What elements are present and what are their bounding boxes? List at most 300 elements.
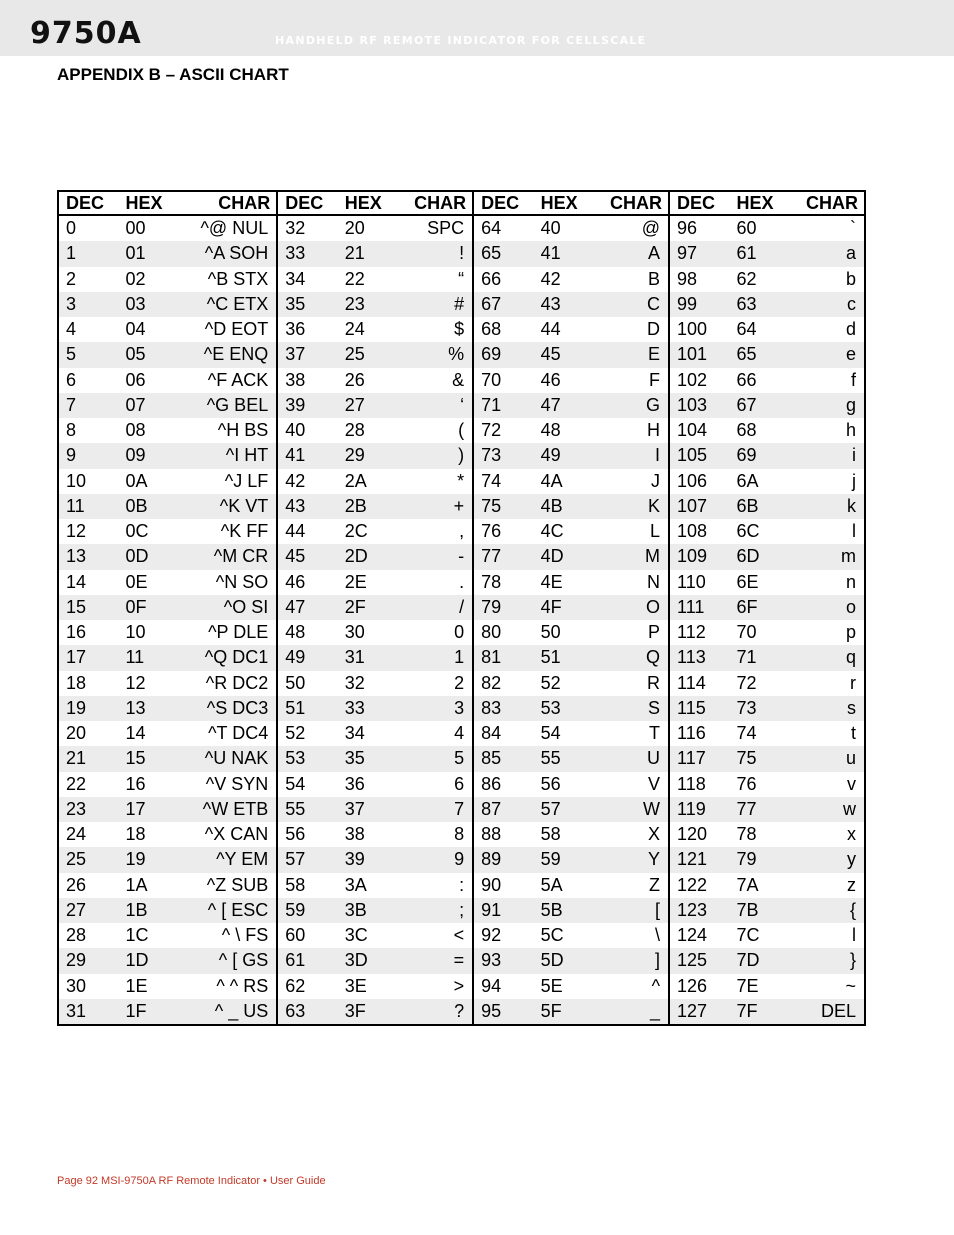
table-row — [58, 544, 865, 569]
table-cell-hex: 11 — [118, 645, 176, 670]
table-cell-dec: 26 — [66, 874, 87, 895]
table-cell-hex: 36 — [344, 773, 365, 794]
table-cell-hex: 44 — [540, 319, 561, 340]
table-cell-dec: 56 — [277, 822, 337, 847]
table-cell-char: P — [648, 622, 661, 643]
table-cell-dec: 76 — [473, 519, 533, 544]
table-cell-char: I — [591, 443, 669, 468]
table-cell-dec: 29 — [58, 948, 118, 973]
table-cell-dec: 33 — [277, 241, 337, 266]
table-cell-hex: 14 — [125, 723, 146, 744]
table-row — [58, 393, 865, 418]
table-row — [58, 822, 865, 847]
table-cell-dec: 7 — [58, 393, 118, 418]
column-header-dec: DEC — [58, 191, 118, 215]
table-cell-dec: 89 — [473, 847, 533, 872]
table-cell-char: 5 — [396, 746, 474, 771]
table-cell-hex: 79 — [730, 847, 788, 872]
table-cell-dec: 19 — [58, 696, 118, 721]
table-cell-hex: 63 — [730, 292, 788, 317]
table-cell-dec: 81 — [473, 645, 533, 670]
table-cell-hex: 59 — [534, 847, 592, 872]
table-cell-hex: 33 — [338, 696, 396, 721]
table-cell-dec: 63 — [277, 999, 337, 1025]
table-cell-dec: 90 — [473, 873, 533, 898]
table-cell-char: $ — [454, 319, 465, 340]
table-cell-dec: 107 — [669, 494, 729, 519]
table-cell-hex: 0A — [125, 470, 148, 491]
table-cell-hex: 62 — [736, 268, 757, 289]
table-cell-char: ^H BS — [217, 420, 269, 441]
table-cell-hex: 6B — [730, 494, 788, 519]
table-cell-hex: 74 — [736, 723, 757, 744]
table-cell-char: ( — [458, 420, 465, 441]
table-cell-char: + — [396, 494, 474, 519]
table-row — [58, 645, 865, 670]
table-cell-hex: 56 — [540, 773, 561, 794]
table-cell-dec: 30 — [66, 975, 87, 996]
table-row — [58, 721, 865, 746]
header-band — [0, 0, 954, 56]
table-cell-char: q — [787, 645, 865, 670]
table-cell-dec: 87 — [473, 797, 533, 822]
table-cell-dec: 32 — [277, 215, 337, 241]
table-cell-char: d — [845, 319, 856, 340]
table-cell-char: - — [396, 544, 474, 569]
table-cell-char: DEL — [787, 999, 865, 1025]
table-cell-hex: 7F — [730, 999, 788, 1025]
table-cell-dec: 82 — [473, 671, 533, 696]
table-cell-char: G — [591, 393, 669, 418]
table-cell-hex: 69 — [730, 443, 788, 468]
table-row — [58, 241, 865, 266]
section-title: APPENDIX B – ASCII CHART — [57, 65, 289, 84]
table-cell-dec: 23 — [58, 797, 118, 822]
table-cell-char: ^D EOT — [204, 319, 269, 340]
table-cell-char: { — [787, 898, 865, 923]
table-cell-char: ^ [ ESC — [176, 898, 277, 923]
table-cell-hex: 1F — [118, 999, 176, 1025]
table-cell-dec: 42 — [277, 469, 337, 494]
table-cell-hex: 57 — [534, 797, 592, 822]
table-cell-hex: 05 — [118, 342, 176, 367]
table-row — [58, 570, 865, 595]
table-cell-hex: 01 — [118, 241, 176, 266]
table-cell-char: ^Q DC1 — [176, 645, 277, 670]
table-row — [58, 595, 865, 620]
table-cell-hex: 47 — [534, 393, 592, 418]
table-cell-char: c — [787, 292, 865, 317]
table-cell-char: F — [649, 369, 661, 390]
table-cell-hex: 3F — [338, 999, 396, 1025]
table-cell-hex: 10 — [125, 622, 146, 643]
table-cell-dec: 109 — [669, 544, 729, 569]
table-cell-dec: 53 — [277, 746, 337, 771]
table-cell-dec: 20 — [66, 723, 87, 744]
table-cell-char: A — [591, 241, 669, 266]
table-cell-dec: 110 — [669, 570, 729, 595]
table-cell-hex: 6F — [730, 595, 788, 620]
table-cell-char: ^ [ GS — [176, 948, 277, 973]
table-row — [58, 671, 865, 696]
table-cell-char: < — [453, 925, 465, 946]
table-row — [58, 292, 865, 317]
table-cell-hex: 7E — [736, 975, 759, 996]
model-name: 9750A — [30, 16, 142, 51]
table-cell-char: ^K VT — [176, 494, 277, 519]
table-cell-hex: 16 — [125, 773, 146, 794]
table-cell-dec: 46 — [277, 570, 337, 595]
table-cell-char: : — [459, 874, 465, 895]
table-cell-char: _ — [591, 999, 669, 1025]
table-cell-hex: 26 — [344, 369, 365, 390]
table-cell-char: ^R DC2 — [205, 672, 269, 693]
table-cell-dec: 94 — [473, 974, 533, 999]
table-cell-char: 8 — [454, 824, 465, 845]
table-cell-dec: 11 — [58, 494, 118, 519]
table-cell-char: K — [591, 494, 669, 519]
table-cell-dec: 77 — [473, 544, 533, 569]
table-cell-char: \ — [655, 925, 661, 946]
table-cell-hex: 5A — [540, 874, 563, 895]
table-cell-dec: 121 — [669, 847, 729, 872]
column-header-char: CHAR — [176, 191, 277, 215]
table-cell-hex: 2E — [344, 571, 367, 592]
table-cell-dec: 37 — [277, 342, 337, 367]
table-cell-hex: 2F — [338, 595, 396, 620]
table-cell-char: y — [787, 847, 865, 872]
table-cell-char: ^V SYN — [205, 773, 269, 794]
table-cell-char: ^A SOH — [176, 241, 277, 266]
table-cell-char: n — [845, 571, 856, 592]
table-cell-hex: 7C — [736, 925, 760, 946]
table-cell-char: i — [787, 443, 865, 468]
table-cell-hex: 3B — [338, 898, 396, 923]
table-cell-hex: 46 — [540, 369, 561, 390]
table-cell-hex: 7B — [730, 898, 788, 923]
table-cell-char: C — [591, 292, 669, 317]
table-cell-dec: 84 — [473, 721, 533, 746]
table-cell-char: t — [850, 723, 856, 744]
table-cell-char: 2 — [454, 672, 465, 693]
table-cell-dec: 66 — [473, 267, 533, 292]
table-cell-hex: 02 — [125, 268, 146, 289]
table-cell-dec: 18 — [66, 672, 87, 693]
table-cell-dec: 61 — [277, 948, 337, 973]
table-cell-dec: 70 — [473, 368, 533, 393]
table-cell-dec: 49 — [277, 645, 337, 670]
table-cell-char: ^C ETX — [176, 292, 277, 317]
table-cell-char: ^F ACK — [207, 369, 269, 390]
table-cell-hex: 4D — [534, 544, 592, 569]
table-cell-hex: 20 — [344, 218, 365, 239]
table-cell-dec: 127 — [669, 999, 729, 1025]
table-cell-hex: 72 — [736, 672, 757, 693]
ascii-table-header-row — [58, 191, 865, 215]
table-cell-dec: 124 — [669, 923, 729, 948]
table-cell-hex: 1E — [125, 975, 148, 996]
table-cell-dec: 43 — [277, 494, 337, 519]
table-cell-hex: 66 — [736, 369, 757, 390]
table-cell-hex: 2D — [338, 544, 396, 569]
table-cell-dec: 12 — [66, 521, 87, 542]
table-cell-dec: 24 — [66, 824, 87, 845]
table-cell-dec: 52 — [277, 721, 337, 746]
table-cell-hex: 18 — [125, 824, 146, 845]
table-cell-hex: 60 — [736, 218, 757, 239]
table-cell-hex: 77 — [730, 797, 788, 822]
table-cell-char: ^J LF — [224, 470, 269, 491]
table-cell-hex: 50 — [540, 622, 561, 643]
table-cell-hex: 39 — [338, 847, 396, 872]
table-cell-hex: 3D — [338, 948, 396, 973]
table-cell-hex: 37 — [338, 797, 396, 822]
table-cell-dec: 27 — [58, 898, 118, 923]
table-cell-dec: 3 — [58, 292, 118, 317]
table-cell-hex: 78 — [736, 824, 757, 845]
table-cell-dec: 72 — [473, 418, 533, 443]
column-header-hex: HEX — [118, 191, 176, 215]
table-cell-dec: 54 — [277, 772, 337, 797]
table-row — [58, 317, 865, 342]
table-cell-dec: 92 — [473, 923, 533, 948]
table-cell-hex: 03 — [118, 292, 176, 317]
table-cell-hex: 58 — [540, 824, 561, 845]
table-row — [58, 948, 865, 973]
table-cell-char: ^K FF — [220, 521, 269, 542]
table-cell-hex: 4A — [540, 470, 563, 491]
table-cell-dec: 51 — [277, 696, 337, 721]
table-cell-hex: 6D — [730, 544, 788, 569]
table-cell-hex: 21 — [338, 241, 396, 266]
table-cell-char: ) — [396, 443, 474, 468]
table-cell-dec: 105 — [669, 443, 729, 468]
table-cell-dec: 16 — [66, 622, 87, 643]
table-cell-dec: 122 — [669, 873, 729, 898]
table-cell-hex: 70 — [736, 622, 757, 643]
table-row — [58, 746, 865, 771]
table-cell-hex: 2A — [344, 470, 367, 491]
table-cell-char: V — [648, 773, 661, 794]
table-cell-char: ^G BEL — [176, 393, 277, 418]
table-cell-dec: 31 — [58, 999, 118, 1025]
table-cell-hex: 2C — [344, 521, 368, 542]
table-cell-hex: 1C — [125, 925, 149, 946]
table-cell-hex: 55 — [534, 746, 592, 771]
table-row — [58, 898, 865, 923]
table-cell-char: k — [787, 494, 865, 519]
table-cell-char: L — [650, 521, 661, 542]
table-cell-dec: 22 — [66, 773, 87, 794]
table-cell-char: ^U NAK — [176, 746, 277, 771]
table-cell-dec: 80 — [473, 620, 533, 645]
table-cell-hex: 67 — [730, 393, 788, 418]
table-cell-dec: 100 — [669, 317, 729, 342]
table-row — [58, 873, 865, 898]
column-header-char: CHAR — [396, 191, 474, 215]
table-cell-hex: 6C — [736, 521, 760, 542]
table-cell-dec: 4 — [66, 319, 77, 340]
table-cell-hex: 0C — [125, 521, 149, 542]
table-cell-dec: 65 — [473, 241, 533, 266]
table-cell-hex: 28 — [344, 420, 365, 441]
table-cell-hex: 19 — [118, 847, 176, 872]
table-cell-dec: 83 — [473, 696, 533, 721]
table-cell-dec: 93 — [473, 948, 533, 973]
table-cell-dec: 126 — [669, 974, 729, 999]
table-cell-dec: 118 — [669, 772, 729, 797]
table-row — [58, 974, 865, 999]
table-cell-hex: 25 — [338, 342, 396, 367]
table-cell-char: ] — [591, 948, 669, 973]
table-cell-char: ^ _ US — [176, 999, 277, 1025]
table-row — [58, 267, 865, 292]
table-cell-char: h — [845, 420, 856, 441]
table-cell-dec: 101 — [669, 342, 729, 367]
table-cell-hex: 1B — [118, 898, 176, 923]
column-header-hex: HEX — [338, 191, 396, 215]
table-cell-hex: 3A — [344, 874, 367, 895]
table-cell-char: m — [787, 544, 865, 569]
table-cell-char: 3 — [396, 696, 474, 721]
table-cell-dec: 67 — [473, 292, 533, 317]
table-cell-hex: 17 — [118, 797, 176, 822]
table-cell-dec: 2 — [66, 268, 77, 289]
table-cell-dec: 103 — [669, 393, 729, 418]
table-cell-char: ^ \ FS — [221, 925, 269, 946]
table-cell-dec: 102 — [669, 368, 729, 393]
table-cell-dec: 45 — [277, 544, 337, 569]
table-row — [58, 368, 865, 393]
table-cell-hex: 54 — [540, 723, 561, 744]
table-cell-hex: 4C — [540, 521, 564, 542]
table-cell-hex: 65 — [730, 342, 788, 367]
table-cell-hex: 1D — [118, 948, 176, 973]
table-row — [58, 215, 865, 241]
table-cell-dec: 99 — [669, 292, 729, 317]
table-cell-char: Z — [649, 874, 661, 895]
table-cell-char: D — [647, 319, 661, 340]
table-cell-char: ^I HT — [176, 443, 277, 468]
table-cell-dec: 97 — [669, 241, 729, 266]
table-cell-dec: 57 — [277, 847, 337, 872]
table-cell-hex: 31 — [338, 645, 396, 670]
table-cell-hex: 4F — [534, 595, 592, 620]
table-cell-char: ^T DC4 — [208, 723, 269, 744]
table-cell-char: SPC — [427, 218, 465, 239]
column-header-char: CHAR — [787, 191, 865, 215]
table-cell-dec: 0 — [66, 218, 77, 239]
table-cell-char: & — [452, 369, 465, 390]
table-cell-dec: 21 — [58, 746, 118, 771]
table-cell-char: 9 — [396, 847, 474, 872]
table-cell-dec: 36 — [277, 317, 337, 342]
table-cell-dec: 9 — [58, 443, 118, 468]
table-row — [58, 797, 865, 822]
table-cell-char: s — [787, 696, 865, 721]
table-cell-dec: 113 — [669, 645, 729, 670]
table-cell-dec: 111 — [669, 595, 729, 620]
table-cell-dec: 119 — [669, 797, 729, 822]
table-cell-hex: 5D — [534, 948, 592, 973]
table-cell-char: = — [396, 948, 474, 973]
table-cell-dec: 10 — [66, 470, 87, 491]
table-cell-hex: 5C — [540, 925, 564, 946]
table-cell-hex: 49 — [534, 443, 592, 468]
table-cell-char: “ — [458, 268, 465, 289]
table-cell-hex: 29 — [338, 443, 396, 468]
table-cell-dec: 58 — [277, 873, 337, 898]
table-row — [58, 847, 865, 872]
table-cell-hex: 61 — [730, 241, 788, 266]
table-cell-char: a — [787, 241, 865, 266]
table-cell-char: > — [453, 975, 465, 996]
table-cell-dec: 48 — [277, 620, 337, 645]
table-cell-dec: 68 — [473, 317, 533, 342]
table-cell-hex: 32 — [344, 672, 365, 693]
ascii-table-body — [58, 215, 865, 1025]
table-cell-dec: 39 — [277, 393, 337, 418]
table-row — [58, 342, 865, 367]
table-row — [58, 923, 865, 948]
table-cell-char: j — [852, 470, 856, 491]
table-cell-char: e — [787, 342, 865, 367]
table-cell-dec: 5 — [58, 342, 118, 367]
table-row — [58, 620, 865, 645]
table-cell-hex: 76 — [736, 773, 757, 794]
column-header-dec: DEC — [473, 191, 533, 215]
table-cell-char: ‘ — [396, 393, 474, 418]
table-cell-dec: 78 — [473, 570, 533, 595]
table-cell-char: v — [847, 773, 856, 794]
table-cell-dec: 41 — [277, 443, 337, 468]
table-cell-char: B — [648, 268, 661, 289]
table-cell-dec: 91 — [473, 898, 533, 923]
table-cell-dec: 69 — [473, 342, 533, 367]
table-cell-dec: 17 — [58, 645, 118, 670]
table-cell-dec: 120 — [669, 822, 729, 847]
table-cell-char: ; — [396, 898, 474, 923]
table-cell-dec: 59 — [277, 898, 337, 923]
table-cell-char: l — [852, 925, 856, 946]
table-cell-char: u — [787, 746, 865, 771]
table-cell-hex: 13 — [118, 696, 176, 721]
table-cell-hex: 09 — [118, 443, 176, 468]
table-cell-dec: 1 — [58, 241, 118, 266]
table-cell-char: } — [787, 948, 865, 973]
table-row — [58, 772, 865, 797]
table-cell-char: f — [850, 369, 856, 390]
table-cell-dec: 106 — [669, 469, 729, 494]
table-cell-dec: 25 — [58, 847, 118, 872]
table-cell-hex: 68 — [736, 420, 757, 441]
table-cell-dec: 114 — [669, 671, 729, 696]
table-cell-char: 4 — [454, 723, 465, 744]
table-cell-char: T — [649, 723, 661, 744]
table-cell-char: 0 — [454, 622, 465, 643]
table-cell-dec: 50 — [277, 671, 337, 696]
header-subtitle: HANDHELD RF REMOTE INDICATOR FOR CELLSCALE — [275, 34, 647, 47]
table-cell-dec: 8 — [66, 420, 77, 441]
column-header-hex: HEX — [534, 191, 592, 215]
table-cell-dec: 73 — [473, 443, 533, 468]
table-cell-char: 1 — [396, 645, 474, 670]
table-cell-char: ~ — [845, 975, 856, 996]
table-cell-hex: 40 — [540, 218, 561, 239]
table-cell-dec: 85 — [473, 746, 533, 771]
table-cell-dec: 96 — [669, 215, 729, 241]
table-cell-dec: 71 — [473, 393, 533, 418]
